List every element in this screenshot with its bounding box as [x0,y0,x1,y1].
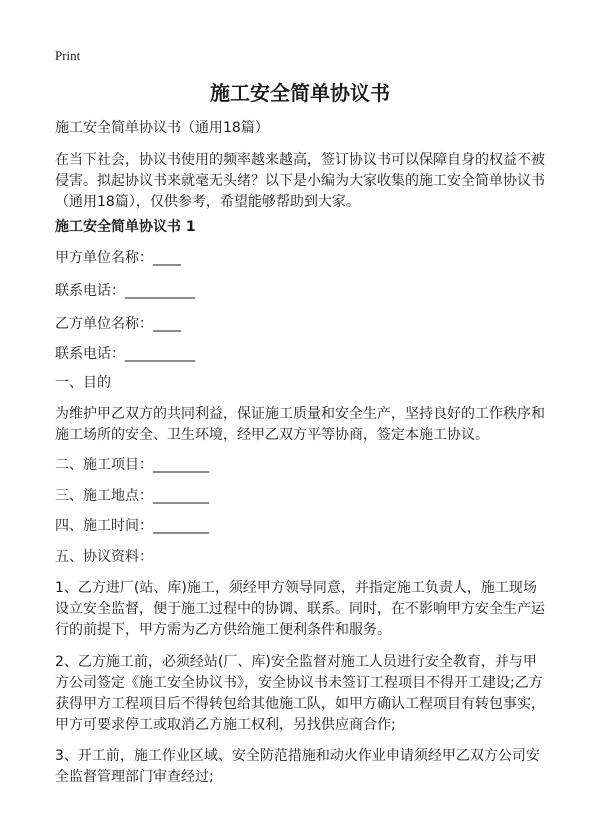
content-heading: 五、协议资料： [55,549,153,565]
section-heading: 施工安全简单协议书 1 [55,219,196,235]
field-party-a-name: 甲方单位名称：____ [55,250,181,266]
clause-1: 1、乙方进厂(站、库)施工，须经甲方领导同意，并指定施工负责人，施工现场设立安全监督，便于施工过程中的协调、联系。同时，在不影响甲方安全生产运行的前提下，甲方需为乙方供给施工便利条件和服务。 [55,580,545,638]
purpose-heading: 一、目的 [55,375,111,391]
document-title: 施工安全简单协议书 [210,81,390,105]
print-link[interactable]: Print [55,48,81,63]
intro-paragraph: 在当下社会，协议书使用的频率越来越高，签订协议书可以保障自身的权益不被侵害。拟起协议书来就毫无头绪？以下是小编为大家收集的施工安全简单协议书（通用18篇），仅供参考，希望能够帮助到大家。 [55,152,545,210]
field-party-b-phone: 联系电话：__________ [55,346,195,362]
field-project: 二、施工项目：________ [55,457,209,473]
field-party-b-name: 乙方单位名称：____ [55,316,181,332]
clause-2: 2、乙方施工前，必须经站(厂、库)安全监督对施工人员进行安全教育，并与甲方公司签定《施工安全协议书》，安全协议书未签订工程项目不得开工建设;乙方获得甲方工程项目后不得转包给其他施工队，如甲方确认工程项目有转包事实，甲方可要求停工或取消乙方施工权利，另找供应商合作; [55,654,545,733]
clause-3: 3、开工前，施工作业区域、安全防范措施和动火作业申请须经甲乙双方公司安全监督管理部门审查经过; [55,748,540,785]
purpose-paragraph: 为维护甲乙双方的共同利益，保证施工质量和安全生产，坚持良好的工作秩序和施工场所的安全、卫生环境，经甲乙双方平等协商，签定本施工协议。 [55,406,545,443]
document-subtitle: 施工安全简单协议书（通用18篇） [55,120,269,136]
field-time: 四、施工时间：________ [55,518,209,534]
field-party-a-phone: 联系电话：__________ [55,283,195,299]
field-location: 三、施工地点：________ [55,488,209,504]
